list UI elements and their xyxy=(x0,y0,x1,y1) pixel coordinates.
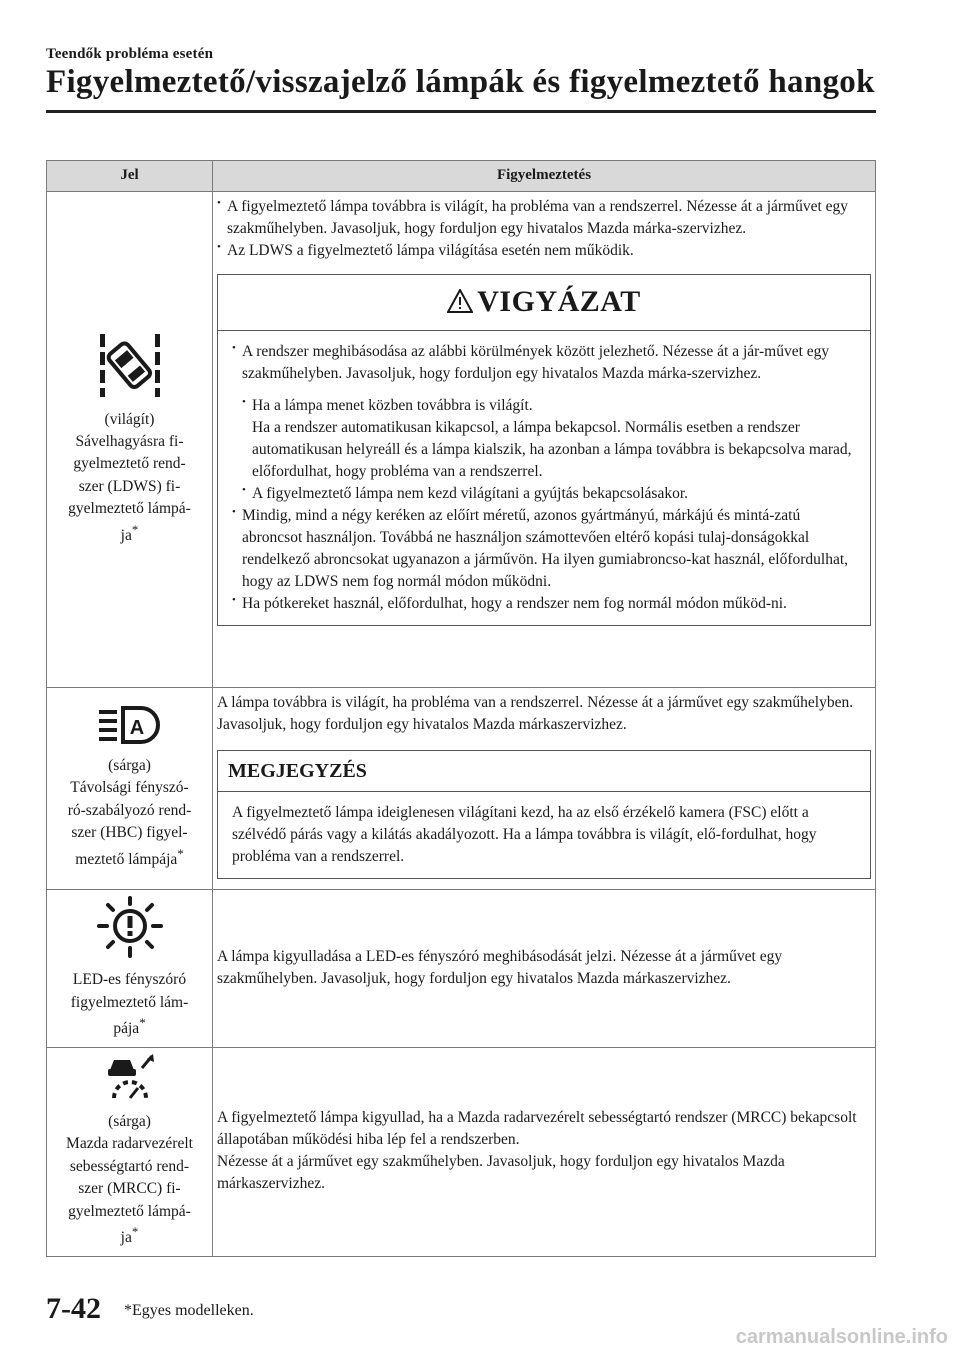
description-cell xyxy=(213,688,876,890)
warning-lamp-table xyxy=(46,160,876,1257)
svg-text:A: A xyxy=(129,716,144,739)
lane-departure-warning-icon xyxy=(98,332,162,405)
description-cell xyxy=(213,192,876,688)
symbol-cell xyxy=(47,1047,213,1256)
table-row xyxy=(47,890,876,1048)
col-header-symbol: Jel xyxy=(47,161,213,192)
list-item: • Az LDWS a figyelmeztető lámpa világítása esetén nem működik. xyxy=(217,240,871,262)
list-item: • Mindig, mind a négy keréken az előírt méretű, azonos gyártmányú, márkájú és mintá-zatú abroncsot használjon. Továbbá ne használjon számottevően eltérő kopási tulaj-donságokkal rendelkező abroncsokat ugyanazon a járművön. Ha ilyen gumiabroncso-kat használ, előfordulhat, hogy az LDWS nem fog normál módon működni. xyxy=(232,505,860,593)
high-beam-control-icon xyxy=(97,706,163,751)
table-row xyxy=(47,688,876,890)
description-cell xyxy=(213,1047,876,1256)
mrcc-warning-icon xyxy=(104,1054,156,1107)
lamp-name: Távolsági fényszó- ró-szabályozó rend- szer (HBC) figyel- meztető lámpája* xyxy=(67,779,192,868)
list-item: • A figyelmeztető lámpa továbbra is világít, ha probléma van a rendszerrel. Nézesse át a járművet egy szakműhelyben. Javasoljuk, hogy forduljon egy hivatalos Mazda márka-szervizhez. xyxy=(217,196,871,240)
lamp-status: (világít) xyxy=(104,410,155,428)
table-header-row xyxy=(47,161,876,192)
symbol-cell xyxy=(47,890,213,1048)
list-item: • A rendszer meghibásodása az alábbi körülmények között jelezhető. Nézesse át a jár-művet egy szakműhelyben. Javasoljuk, hogy forduljon egy hivatalos Mazda márka-szervizhez. xyxy=(232,341,860,385)
lamp-name: Sávelhagyásra fi- gyelmeztető rend- szer (LDWS) fi- gyelmeztető lámpá- ja* xyxy=(68,432,191,545)
col-header-warning: Figyelmeztetés xyxy=(213,161,876,192)
symbol-cell xyxy=(47,688,213,890)
table-row xyxy=(47,1047,876,1256)
list-item: • Ha a lámpa menet közben továbbra is világít. Ha a rendszer automatikusan kikapcsol, a lámpa bekapcsol. Normális esetben a rendszer automatikusan helyreáll és a lámpa kialszik, ha azonban a lámpa továbbra is bekapcsolva marad, előfordulhat, hogy probléma van a rendszerrel. xyxy=(242,395,860,483)
description-text: A lámpa kigyulladása a LED-es fényszóró meghibásodását jelzi. Nézesse át a járművet egy szakműhelyben. Javasoljuk, hogy forduljon egy hivatalos Mazda márkaszervizhez. xyxy=(217,947,783,987)
footnote: *Egyes modelleken. xyxy=(124,1302,254,1319)
lamp-status: (sárga) xyxy=(108,756,151,774)
led-headlight-warning-icon xyxy=(95,896,165,965)
title-rule xyxy=(46,110,876,113)
note-text: A figyelmeztető lámpa ideiglenesen világítani kezd, ha az első érzékelő kamera (FSC) előtt a szélvédő párás vagy a kilátás akadályozott. Ha a lámpa továbbra is világít, elő-fordulhat, hogy probléma van a rendszerrel. xyxy=(232,804,817,866)
table-row xyxy=(47,192,876,688)
page-number: 7-42 xyxy=(46,1292,101,1325)
bullet-list xyxy=(217,196,871,262)
page-title: Figyelmeztető/visszajelző lámpák és figyelmeztető hangok xyxy=(46,64,875,100)
watermark: carmanualsonline.info xyxy=(735,1326,948,1348)
section-title: Teendők probléma esetén xyxy=(46,46,214,62)
symbol-cell xyxy=(47,192,213,688)
caution-box xyxy=(217,274,871,626)
warning-triangle-icon xyxy=(447,289,473,313)
note-box xyxy=(217,750,871,879)
list-item: • A figyelmeztető lámpa nem kezd világítani a gyújtás bekapcsolásakor. xyxy=(242,483,860,505)
lamp-status: (sárga) xyxy=(108,1112,151,1130)
description-text: A lámpa továbbra is világít, ha probléma van a rendszerrel. Nézesse át a járművet egy szakműhelyben. Javasoljuk, hogy forduljon egy hivatalos Mazda márkaszervizhez. xyxy=(217,694,854,733)
lamp-name: Mazda radarvezérelt sebességtartó rend- szer (MRCC) fi- gyelmeztető lámpá- ja* xyxy=(66,1135,193,1247)
note-title: MEGJEGYZÉS xyxy=(218,751,870,792)
caution-title: VIGYÁZAT xyxy=(218,275,870,331)
lamp-name: LED-es fényszóró figyelmeztető lám- pája* xyxy=(70,971,189,1038)
description-text: A figyelmeztető lámpa kigyullad, ha a Mazda radarvezérelt sebességtartó rendszer (MRCC) bekapcsolt állapotában működési hiba lép fel a rendszerben. Nézesse át a járművet egy szakműhelyben. Javasoljuk, hogy forduljon egy hivatalos Mazda márkaszervizhez. xyxy=(217,1108,857,1192)
list-item: • Ha pótkereket használ, előfordulhat, hogy a rendszer nem fog normál módon működ-ni. xyxy=(232,593,860,615)
description-cell xyxy=(213,890,876,1048)
